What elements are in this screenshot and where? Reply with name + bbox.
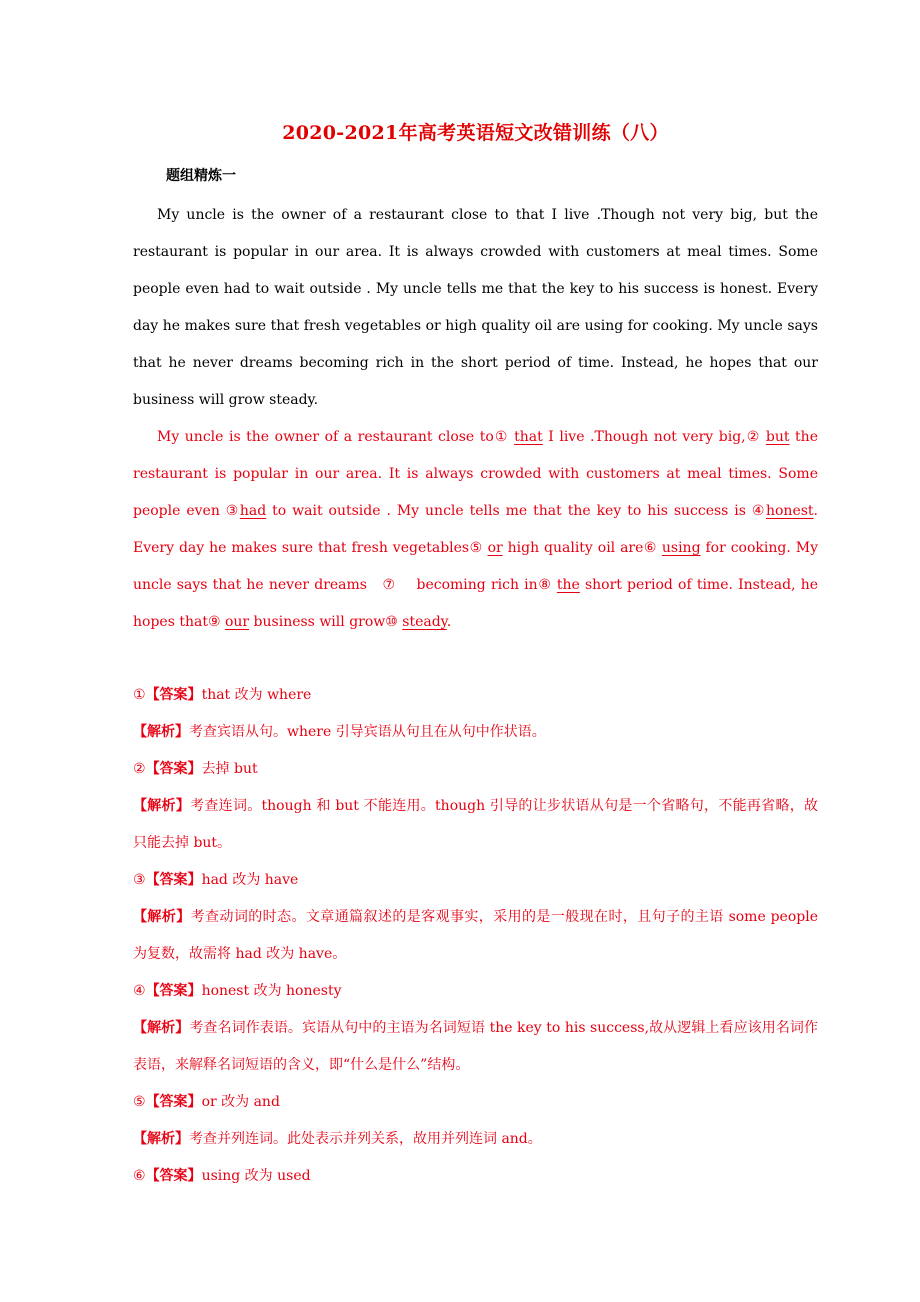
answer-list xyxy=(133,677,818,1158)
error-word-10: steady xyxy=(402,614,447,630)
marker-6: ⑥ xyxy=(643,540,657,556)
marker-7: ⑦ xyxy=(382,577,396,593)
answer-line-2: ②【答案】去掉 but xyxy=(133,761,258,777)
answer-line-6: ⑥【答案】using 改为 used xyxy=(133,1168,311,1184)
original-passage: My uncle is the owner of a restaurant close to that I live .Though not very big, but the restaurant is popular in our area. It is always crowded with customers at meal times. Some people even had to wait outside . My uncle tells me that the key to his success is honest. Every day he makes sure that fresh vegetables or high quality oil are using for cooking. My uncle says that he never dreams becoming rich in the short period of time. Instead, he hopes that our business will grow steady. xyxy=(133,207,818,408)
page-title: 2020-2021年高考英语短文改错训练（八） xyxy=(282,122,669,144)
marker-3: ③ xyxy=(225,503,240,519)
error-word-8: the xyxy=(556,577,580,593)
error-word-5: or xyxy=(487,540,503,556)
explanation-line-2: 【解析】考查连词。though 和 but 不能连用。though 引导的让步状语从句是一个省略句，不能再省略，故只能去掉 but。 xyxy=(133,798,818,851)
answer-line-4: ④【答案】honest 改为 honesty xyxy=(133,983,342,999)
answer-line-1: ①【答案】that 改为 where xyxy=(133,687,312,703)
answer-line-5: ⑤【答案】or 改为 and xyxy=(133,1094,280,1110)
marker-4: ④ xyxy=(751,503,766,519)
explanation-line-4: 【解析】考查名词作表语。宾语从句中的主语为名词短语 the key to his success,故从逻辑上看应该用名词作表语，来解释名词短语的含义，即“什么是什么”结构。 xyxy=(133,1020,818,1073)
explanation-line-5: 【解析】考查并列连词。此处表示并列关系，故用并列连词 and。 xyxy=(133,1131,542,1147)
marker-8: ⑧ xyxy=(537,577,552,593)
marker-9: ⑨ xyxy=(207,614,221,630)
document-page xyxy=(133,118,818,1195)
answer-line-3: ③【答案】had 改为 have xyxy=(133,872,299,888)
marker-1: ① xyxy=(493,429,509,445)
explanation-line-1: 【解析】考查宾语从句。where 引导宾语从句且在从句中作状语。 xyxy=(133,724,546,740)
explanation-line-3: 【解析】考查动词的时态。文章通篇叙述的是客观事实，采用的是一般现在时，且句子的主语 some people 为复数，故需将 had 改为 have。 xyxy=(133,909,818,962)
marked-passage: My uncle is the owner of a restaurant close to① that I live .Though not very big,② but the restaurant is popular in our area. It is always crowded with customers at meal times. Some people even ③had to wait outside . My uncle tells me that the key to his success is ④honest. Every day he makes sure that fresh vegetables⑤ or high quality oil are⑥ using for cooking. My uncle says that he never dreams ⑦ becoming rich in⑧ the short period of time. Instead, he hopes that⑨ our business will grow⑩ steady. xyxy=(133,429,818,630)
marker-10: ⑩ xyxy=(385,614,398,630)
section-heading: 题组精炼一 xyxy=(166,168,236,184)
error-word-6: using xyxy=(661,540,701,556)
marker-2: ② xyxy=(745,429,761,445)
error-word-2: but xyxy=(765,429,790,445)
marker-5: ⑤ xyxy=(469,540,483,556)
error-word-4: honest xyxy=(765,503,814,519)
error-word-3: had xyxy=(239,503,267,519)
error-word-9: our xyxy=(224,614,250,630)
error-word-1: that xyxy=(514,429,543,445)
